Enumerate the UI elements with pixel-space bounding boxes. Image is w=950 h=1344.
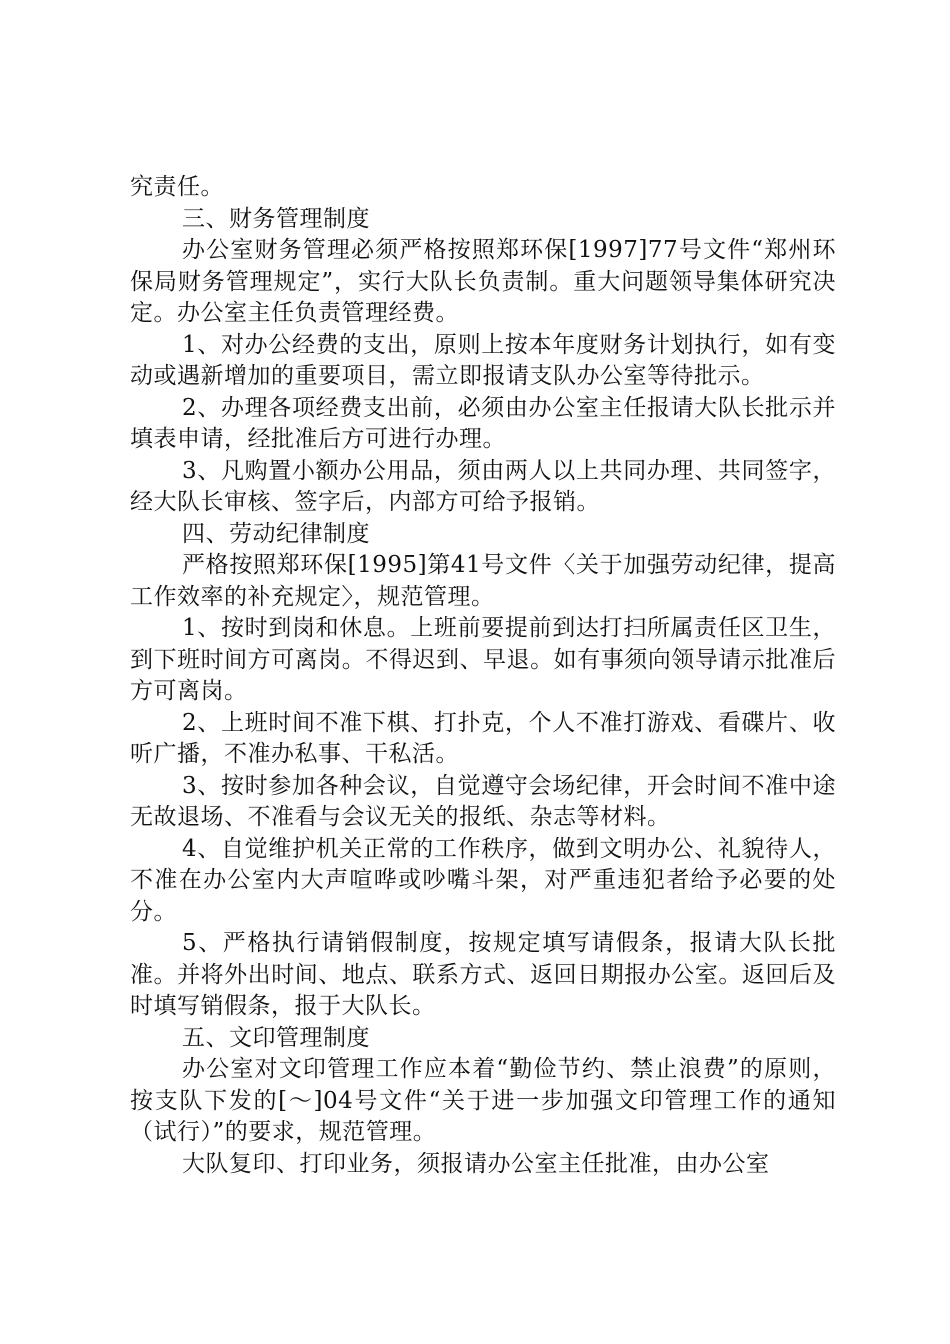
paragraph: 严格按照郑环保[1995]第41号文件〈关于加强劳动纪律，提高工作效率的补充规定〉，规范管理。	[130, 552, 836, 610]
list-item: 2、上班时间不准下棋、打扑克，个人不准打游戏、看碟片、收听广播，不准办私事、干私活。	[130, 709, 836, 767]
list-item: 5、严格执行请销假制度，按规定填写请假条，报请大队长批准。并将外出时间、地点、联系方式、返回日期报办公室。返回后及时填写销假条，报于大队长。	[130, 930, 836, 1019]
list-item: 2、办理各项经费支出前，必须由办公室主任报请大队长批示并填表申请，经批准后方可进行办理。	[130, 394, 836, 452]
list-item: 3、按时参加各种会议，自觉遵守会场纪律，开会时间不准中途无故退场、不准看与会议无关的报纸、杂志等材料。	[130, 772, 836, 830]
list-item: 4、自觉维护机关正常的工作秩序，做到文明办公、礼貌待人，不准在办公室内大声喧哗或吵嘴斗架，对严重违犯者给予必要的处分。	[130, 835, 836, 925]
paragraph: 究责任。	[130, 174, 224, 200]
paragraph: 办公室财务管理必须严格按照郑环保[1997]77号文件“郑州环保局财务管理规定”，实行大队长负责制。重大问题领导集体研究决定。办公室主任负责管理经费。	[130, 237, 836, 326]
paragraph: 办公室对文印管理工作应本着“勤俭节约、禁止浪费”的原则，按支队下发的[～]04号文件“关于进一步加强文印管理工作的通知（试行）”的要求，规范管理。	[130, 1056, 836, 1145]
section-heading: 五、文印管理制度	[182, 1024, 370, 1051]
section-heading: 四、劳动纪律制度	[182, 520, 370, 547]
section-heading: 三、财务管理制度	[182, 205, 370, 232]
list-item: 3、凡购置小额办公用品，须由两人以上共同办理、共同签字，经大队长审核、签字后，内部方可给予报销。	[130, 457, 836, 515]
list-item: 1、按时到岗和休息。上班前要提前到达打扫所属责任区卫生，到下班时间方可离岗。不得迟到、早退。如有事须向领导请示批准后方可离岗。	[130, 615, 836, 704]
paragraph: 大队复印、打印业务，须报请办公室主任批准，由办公室	[182, 1150, 770, 1177]
list-item: 1、对办公经费的支出，原则上按本年度财务计划执行，如有变动或遇新增加的重要项目，需立即报请支队办公室等待批示。	[130, 331, 836, 389]
document-body	[130, 172, 836, 1180]
